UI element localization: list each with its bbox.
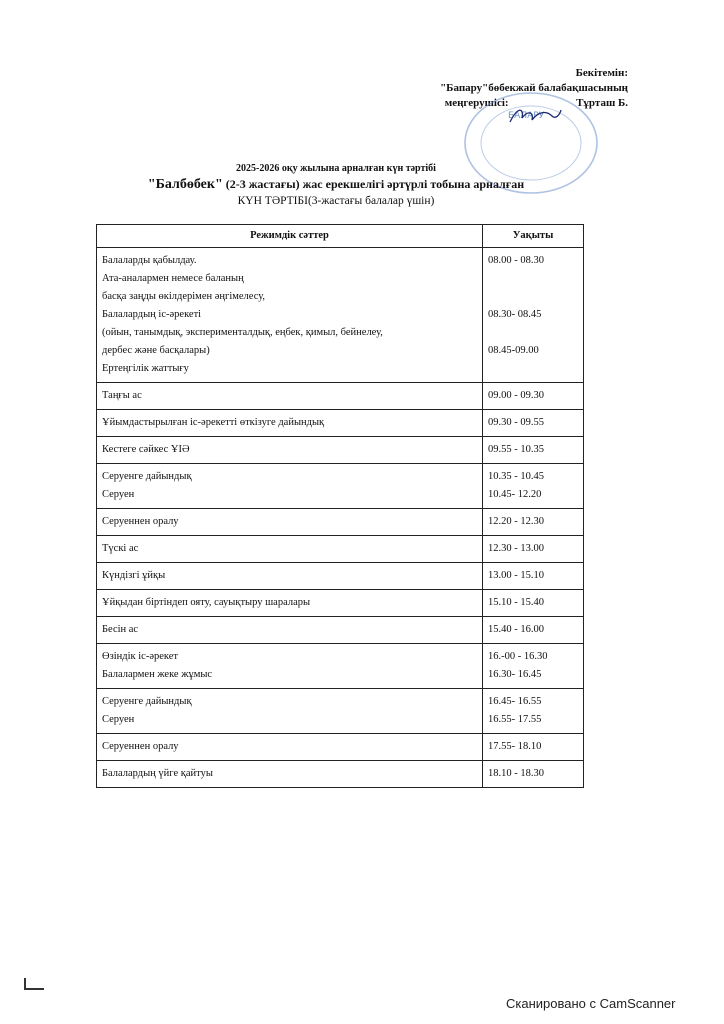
time-cell bbox=[483, 536, 584, 563]
table-row bbox=[97, 689, 584, 734]
time-text: 15.40 - 16.00 bbox=[488, 624, 544, 635]
activity-text: (ойын, танымдық, эксперименталдық, еңбек, қимыл, бейнелеу, bbox=[102, 327, 383, 338]
activity-text: Серуен bbox=[102, 714, 135, 725]
approval-line-1: Бекітемін: bbox=[575, 67, 628, 79]
activity-cell bbox=[97, 617, 483, 644]
table-row bbox=[97, 563, 584, 590]
table-row bbox=[97, 464, 584, 509]
time-text: 08.30- 08.45 bbox=[488, 309, 542, 320]
activity-cell bbox=[97, 644, 483, 689]
time-cell bbox=[483, 383, 584, 410]
time-cell bbox=[483, 761, 584, 788]
activity-text: Ұйымдастырылған іс-әрекетті өткізуге дайындық bbox=[102, 417, 325, 428]
time-text: 10.35 - 10.45 bbox=[488, 471, 544, 482]
activity-text: Ұйқыдан біртіндеп ояту, сауықтыру шаралары bbox=[102, 597, 311, 608]
time-text: 15.10 - 15.40 bbox=[488, 597, 544, 608]
activity-text: Кестеге сәйкес ҰІӘ bbox=[102, 444, 190, 455]
activity-text: Серуен bbox=[102, 489, 135, 500]
table-row bbox=[97, 617, 584, 644]
group-name: "Балбөбек" bbox=[147, 177, 223, 192]
time-cell bbox=[483, 644, 584, 689]
time-cell bbox=[483, 248, 584, 383]
activity-text: Серуеннен оралу bbox=[102, 741, 179, 752]
time-text bbox=[488, 270, 578, 288]
time-text: 18.10 - 18.30 bbox=[488, 768, 544, 779]
activity-text: Серуеннен оралу bbox=[102, 516, 179, 527]
header-activity: Режимдік сәттер bbox=[97, 225, 483, 248]
approval-line-2: "Бапару"бөбекжай балабақшасының bbox=[440, 82, 628, 94]
activity-text: Таңғы ас bbox=[102, 390, 142, 401]
table-row bbox=[97, 590, 584, 617]
activity-text: Серуенге дайындық bbox=[102, 471, 192, 482]
time-text: 10.45- 12.20 bbox=[488, 489, 542, 500]
time-text bbox=[488, 324, 578, 342]
activity-text: Балаларды қабылдау. bbox=[102, 255, 197, 266]
activity-cell bbox=[97, 410, 483, 437]
time-text: 08.45-09.00 bbox=[488, 345, 539, 356]
time-cell bbox=[483, 590, 584, 617]
activity-text: Бесін ас bbox=[102, 624, 139, 635]
time-cell bbox=[483, 464, 584, 509]
table-row bbox=[97, 410, 584, 437]
title-year: 2025-2026 оқу жылына арналған күн тәртібі bbox=[236, 163, 436, 174]
title-group bbox=[96, 176, 576, 193]
document-title bbox=[96, 162, 576, 209]
activity-text: Серуенге дайындық bbox=[102, 696, 192, 707]
time-text: 12.20 - 12.30 bbox=[488, 516, 544, 527]
time-text bbox=[488, 288, 578, 306]
activity-cell bbox=[97, 437, 483, 464]
activity-text: Балалармен жеке жұмыс bbox=[102, 669, 213, 680]
table-row bbox=[97, 734, 584, 761]
activity-text: Ата-аналармен немесе баланың bbox=[102, 273, 244, 284]
activity-cell bbox=[97, 509, 483, 536]
table-row bbox=[97, 248, 584, 383]
time-text: 17.55- 18.10 bbox=[488, 741, 542, 752]
activity-cell bbox=[97, 761, 483, 788]
schedule-body bbox=[97, 248, 584, 788]
activity-text: Өзіндік іс-әрекет bbox=[102, 651, 178, 662]
time-cell bbox=[483, 437, 584, 464]
time-cell bbox=[483, 509, 584, 536]
activity-text: басқа заңды өкілдерімен әңгімелесу, bbox=[102, 291, 266, 302]
time-cell bbox=[483, 410, 584, 437]
time-cell bbox=[483, 689, 584, 734]
table-row bbox=[97, 761, 584, 788]
table-row bbox=[97, 644, 584, 689]
approval-name: Тұрташ Б. bbox=[576, 97, 628, 109]
activity-text: Ертеңгілік жаттығу bbox=[102, 363, 189, 374]
stamp-text: БАЛАРУ bbox=[508, 111, 545, 121]
scanner-footer: Сканировано с CamScanner bbox=[506, 996, 676, 1011]
time-text: 13.00 - 15.10 bbox=[488, 570, 544, 581]
time-cell bbox=[483, 617, 584, 644]
group-description: (2-3 жастағы) жас ерекшелігі әртүрлі тобына арналған bbox=[225, 177, 525, 191]
time-cell bbox=[483, 734, 584, 761]
activity-cell bbox=[97, 536, 483, 563]
activity-cell bbox=[97, 383, 483, 410]
time-text: 16.30- 16.45 bbox=[488, 669, 542, 680]
activity-text: Балалардың іс-әрекеті bbox=[102, 309, 202, 320]
activity-cell bbox=[97, 689, 483, 734]
activity-cell bbox=[97, 248, 483, 383]
time-text: 16.55- 17.55 bbox=[488, 714, 542, 725]
time-text: 09.55 - 10.35 bbox=[488, 444, 544, 455]
activity-text: Балалардың үйге қайтуы bbox=[102, 768, 213, 779]
table-row bbox=[97, 509, 584, 536]
table-row bbox=[97, 536, 584, 563]
signature bbox=[508, 104, 562, 128]
table-header-row bbox=[97, 225, 584, 248]
time-text: 08.00 - 08.30 bbox=[488, 255, 544, 266]
page-corner-mark bbox=[24, 978, 44, 990]
time-text: 12.30 - 13.00 bbox=[488, 543, 544, 554]
activity-text: Түскі ас bbox=[102, 543, 139, 554]
header-time: Уақыты bbox=[483, 225, 584, 248]
activity-cell bbox=[97, 563, 483, 590]
time-cell bbox=[483, 563, 584, 590]
table-row bbox=[97, 437, 584, 464]
activity-cell bbox=[97, 734, 483, 761]
time-text: 09.00 - 09.30 bbox=[488, 390, 544, 401]
title-schedule: КҮН ТӘРТІБІ(3-жастағы балалар үшін) bbox=[237, 195, 435, 207]
time-text: 16.45- 16.55 bbox=[488, 696, 542, 707]
schedule-table bbox=[96, 224, 584, 788]
time-text: 09.30 - 09.55 bbox=[488, 417, 544, 428]
approval-position: меңгерушісі: bbox=[444, 97, 509, 109]
time-text: 16.-00 - 16.30 bbox=[488, 651, 548, 662]
table-row bbox=[97, 383, 584, 410]
activity-cell bbox=[97, 464, 483, 509]
activity-text: дербес және басқалары) bbox=[102, 345, 210, 356]
activity-cell bbox=[97, 590, 483, 617]
activity-text: Күндізгі ұйқы bbox=[102, 570, 166, 581]
